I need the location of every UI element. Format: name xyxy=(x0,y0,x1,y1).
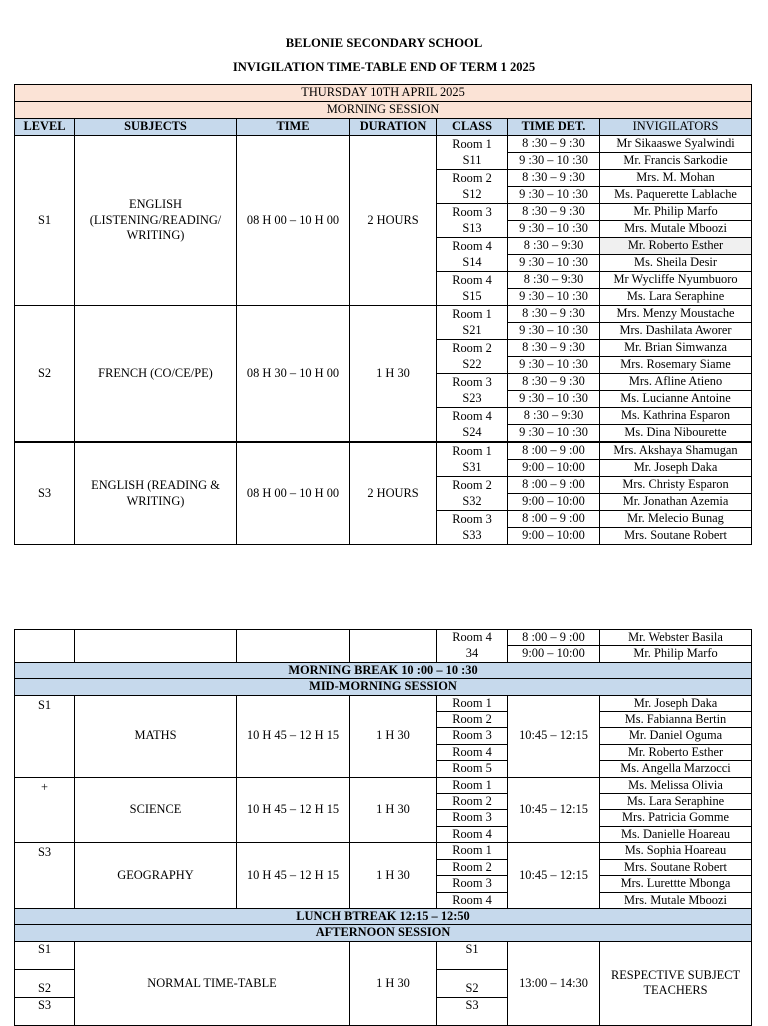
class-cell: Room 3 xyxy=(437,810,508,826)
class-cell: S22 xyxy=(437,357,508,374)
level-cell: S3 xyxy=(15,997,75,1025)
class-cell: Room 4 xyxy=(437,892,508,908)
invigilator-cell: Mrs. Soutane Robert xyxy=(600,859,752,875)
afternoon-session-banner-row xyxy=(15,925,752,941)
subject-cell: FRENCH (CO/CE/PE) xyxy=(75,306,237,443)
table-row xyxy=(15,306,752,323)
invigilator-cell: Ms. Paquerette Lablache xyxy=(600,187,752,204)
time-cell: 08 H 00 – 10 H 00 xyxy=(237,136,350,306)
invigilator-cell: Mr. Brian Simwanza xyxy=(600,340,752,357)
time-det-cell: 8 :30 – 9 :30 xyxy=(508,204,600,221)
class-cell: 34 xyxy=(437,646,508,662)
invigilator-cell: Mr. Joseph Daka xyxy=(600,695,752,711)
duration-cell: 1 H 30 xyxy=(350,941,437,1025)
class-cell: Room 2 xyxy=(437,859,508,875)
invigilator-cell: Mrs. Soutane Robert xyxy=(600,528,752,545)
empty-cell xyxy=(237,630,350,663)
invigilator-cell: Mr. Daniel Oguma xyxy=(600,728,752,744)
invigilator-cell: Mrs. Afline Atieno xyxy=(600,374,752,391)
invigilator-cell: Ms. Lara Seraphine xyxy=(600,794,752,810)
class-cell: Room 4 xyxy=(437,630,508,646)
time-det-cell: 8 :00 – 9 :00 xyxy=(508,511,600,528)
header-level: LEVEL xyxy=(15,119,75,136)
table-row xyxy=(15,843,752,859)
invigilator-cell: Ms. Melissa Olivia xyxy=(600,777,752,793)
class-cell: S24 xyxy=(437,425,508,443)
time-cell: 10 H 45 – 12 H 15 xyxy=(237,777,350,843)
time-det-cell: 10:45 – 12:15 xyxy=(508,843,600,909)
class-cell: Room 1 xyxy=(437,136,508,153)
mid-morning-banner-row xyxy=(15,679,752,695)
time-det-cell: 9 :30 – 10 :30 xyxy=(508,255,600,272)
class-cell: Room 1 xyxy=(437,442,508,460)
invigilator-cell: Mr. Joseph Daka xyxy=(600,460,752,477)
empty-cell xyxy=(15,630,75,663)
time-det-cell: 8 :00 – 9 :00 xyxy=(508,442,600,460)
header-time-det: TIME DET. xyxy=(508,119,600,136)
subject-cell: GEOGRAPHY xyxy=(75,843,237,909)
invigilator-cell: Mr. Francis Sarkodie xyxy=(600,153,752,170)
empty-cell xyxy=(350,630,437,663)
morning-break-banner: MORNING BREAK 10 :00 – 10 :30 xyxy=(15,662,752,678)
invigilator-cell: Mrs. Rosemary Siame xyxy=(600,357,752,374)
header-time: TIME xyxy=(237,119,350,136)
invigilator-cell: Mrs. M. Mohan xyxy=(600,170,752,187)
class-cell: Room 4 xyxy=(437,826,508,842)
invigilator-cell: Ms. Sheila Desir xyxy=(600,255,752,272)
time-det-cell: 9 :30 – 10 :30 xyxy=(508,323,600,340)
class-cell: Room 3 xyxy=(437,204,508,221)
subject-cell: SCIENCE xyxy=(75,777,237,843)
document-title: INVIGILATION TIME-TABLE END OF TERM 1 2025 xyxy=(232,60,536,74)
level-cell: S1 xyxy=(15,941,75,969)
level-cell: S1 xyxy=(15,695,75,777)
time-det-cell: 8 :00 – 9 :00 xyxy=(508,630,600,646)
table-row xyxy=(15,630,752,646)
class-cell: Room 1 xyxy=(437,777,508,793)
duration-cell: 1 H 30 xyxy=(350,306,437,443)
empty-cell xyxy=(75,630,237,663)
mid-morning-banner: MID-MORNING SESSION xyxy=(15,679,752,695)
time-det-cell: 9 :30 – 10 :30 xyxy=(508,153,600,170)
invigilator-cell: Mr. Philip Marfo xyxy=(600,204,752,221)
level-cell: S3 xyxy=(15,843,75,909)
header-duration: DURATION xyxy=(350,119,437,136)
invigilator-cell: Mrs. Mutale Mboozi xyxy=(600,892,752,908)
invigilator-cell: Mr. Melecio Bunag xyxy=(600,511,752,528)
invigilator-cell: Ms. Dina Nibourette xyxy=(600,425,752,443)
class-cell: Room 4 xyxy=(437,238,508,255)
time-det-cell: 8 :30 – 9 :30 xyxy=(508,340,600,357)
subject-cell: ENGLISH (LISTENING/READING/ WRITING) xyxy=(75,136,237,306)
invigilator-cell: Ms. Lucianne Antoine xyxy=(600,391,752,408)
level-cell: S3 xyxy=(15,442,75,545)
class-cell: S3 xyxy=(437,997,508,1025)
morning-session-banner: MORNING SESSION xyxy=(15,102,752,119)
class-cell: Room 3 xyxy=(437,876,508,892)
class-cell: S15 xyxy=(437,289,508,306)
header-subjects: SUBJECTS xyxy=(75,119,237,136)
table-row xyxy=(15,777,752,793)
time-cell: 10 H 45 – 12 H 15 xyxy=(237,843,350,909)
invigilator-cell: Mr. Webster Basila xyxy=(600,630,752,646)
duration-cell: 2 HOURS xyxy=(350,442,437,545)
duration-cell: 1 H 30 xyxy=(350,777,437,843)
time-det-cell: 8 :30 – 9 :30 xyxy=(508,374,600,391)
class-cell: S32 xyxy=(437,494,508,511)
invigilator-cell: RESPECTIVE SUBJECT TEACHERS xyxy=(600,941,752,1025)
level-cell: S2 xyxy=(15,969,75,997)
invigilator-cell: Ms. Angella Marzocci xyxy=(600,761,752,777)
time-det-cell: 8 :30 – 9:30 xyxy=(508,238,600,255)
time-det-cell: 8 :30 – 9:30 xyxy=(508,408,600,425)
class-cell: Room 4 xyxy=(437,272,508,289)
class-cell: Room 3 xyxy=(437,374,508,391)
level-cell: S1 xyxy=(15,136,75,306)
class-cell: Room 2 xyxy=(437,712,508,728)
invigilator-cell: Mrs. Christy Esparon xyxy=(600,477,752,494)
duration-cell: 1 H 30 xyxy=(350,695,437,777)
time-cell: 08 H 00 – 10 H 00 xyxy=(237,442,350,545)
time-det-cell: 10:45 – 12:15 xyxy=(508,695,600,777)
time-det-cell: 8 :30 – 9 :30 xyxy=(508,136,600,153)
class-cell: S14 xyxy=(437,255,508,272)
level-cell: + xyxy=(15,777,75,843)
class-cell: S1 xyxy=(437,941,508,969)
invigilator-cell: Mrs. Lurettte Mbonga xyxy=(600,876,752,892)
time-det-cell: 9:00 – 10:00 xyxy=(508,528,600,545)
invigilator-cell: Mr. Philip Marfo xyxy=(600,646,752,662)
class-cell: S31 xyxy=(437,460,508,477)
time-det-cell: 9 :30 – 10 :30 xyxy=(508,289,600,306)
time-det-cell: 9 :30 – 10 :30 xyxy=(508,187,600,204)
level-cell: S2 xyxy=(15,306,75,443)
school-name: BELONIE SECONDARY SCHOOL xyxy=(285,36,483,50)
class-cell: S21 xyxy=(437,323,508,340)
class-cell: Room 2 xyxy=(437,794,508,810)
time-det-cell: 8 :30 – 9 :30 xyxy=(508,170,600,187)
timetable-morning xyxy=(14,84,752,545)
invigilator-cell: Ms. Sophia Hoareau xyxy=(600,843,752,859)
subject-cell: MATHS xyxy=(75,695,237,777)
class-cell: Room 3 xyxy=(437,728,508,744)
class-cell: Room 2 xyxy=(437,340,508,357)
lunch-break-banner: LUNCH BTREAK 12:15 – 12:50 xyxy=(15,908,752,924)
time-det-cell: 9 :30 – 10 :30 xyxy=(508,391,600,408)
time-det-cell: 9:00 – 10:00 xyxy=(508,646,600,662)
time-det-cell: 9:00 – 10:00 xyxy=(508,460,600,477)
invigilator-cell: Ms. Danielle Hoareau xyxy=(600,826,752,842)
invigilator-cell: Mr. Roberto Esther xyxy=(600,744,752,760)
header-invigilators: INVIGILATORS xyxy=(600,119,752,136)
class-cell: S13 xyxy=(437,221,508,238)
invigilator-cell: Mrs. Dashilata Aworer xyxy=(600,323,752,340)
class-cell: Room 1 xyxy=(437,695,508,711)
time-det-cell: 9 :30 – 10 :30 xyxy=(508,357,600,374)
time-det-cell: 13:00 – 14:30 xyxy=(508,941,600,1025)
table-row xyxy=(15,136,752,153)
invigilator-cell: Mrs. Patricia Gomme xyxy=(600,810,752,826)
time-cell: 10 H 45 – 12 H 15 xyxy=(237,695,350,777)
afternoon-session-banner: AFTERNOON SESSION xyxy=(15,925,752,941)
header-class: CLASS xyxy=(437,119,508,136)
class-cell: Room 5 xyxy=(437,761,508,777)
time-det-cell: 9:00 – 10:00 xyxy=(508,494,600,511)
class-cell: S11 xyxy=(437,153,508,170)
date-banner: THURSDAY 10TH APRIL 2025 xyxy=(15,85,752,102)
invigilator-cell: Mrs. Akshaya Shamugan xyxy=(600,442,752,460)
time-det-cell: 8 :00 – 9 :00 xyxy=(508,477,600,494)
lunch-break-banner-row xyxy=(15,908,752,924)
class-cell: Room 2 xyxy=(437,170,508,187)
time-det-cell: 9 :30 – 10 :30 xyxy=(508,221,600,238)
invigilator-cell: Mr Wycliffe Nyumbuoro xyxy=(600,272,752,289)
table-row xyxy=(15,695,752,711)
time-det-cell: 9 :30 – 10 :30 xyxy=(508,425,600,443)
class-cell: Room 4 xyxy=(437,744,508,760)
class-cell: Room 2 xyxy=(437,477,508,494)
invigilator-cell: Ms. Kathrina Esparon xyxy=(600,408,752,425)
subject-cell: ENGLISH (READING & WRITING) xyxy=(75,442,237,545)
table-row xyxy=(15,941,752,955)
invigilator-cell: Mrs. Menzy Moustache xyxy=(600,306,752,323)
class-cell: Room 3 xyxy=(437,511,508,528)
class-cell: S23 xyxy=(437,391,508,408)
subject-cell: NORMAL TIME-TABLE xyxy=(75,941,350,1025)
invigilator-cell: Ms. Fabianna Bertin xyxy=(600,712,752,728)
timetable-continued-body xyxy=(15,630,752,1026)
class-cell: S33 xyxy=(437,528,508,545)
table-row xyxy=(15,442,752,460)
invigilator-cell: Mr Sikaaswe Syalwindi xyxy=(600,136,752,153)
class-cell: Room 1 xyxy=(437,843,508,859)
invigilator-cell: Ms. Lara Seraphine xyxy=(600,289,752,306)
time-cell: 08 H 30 – 10 H 00 xyxy=(237,306,350,443)
class-cell: S12 xyxy=(437,187,508,204)
timetable-morning-body xyxy=(15,85,752,545)
class-cell: Room 1 xyxy=(437,306,508,323)
invigilator-cell: Mr. Roberto Esther xyxy=(600,238,752,255)
time-det-cell: 8 :30 – 9:30 xyxy=(508,272,600,289)
class-cell: S2 xyxy=(437,969,508,997)
time-det-cell: 10:45 – 12:15 xyxy=(508,777,600,843)
class-cell: Room 4 xyxy=(437,408,508,425)
invigilator-cell: Mr. Jonathan Azemia xyxy=(600,494,752,511)
timetable-continued xyxy=(14,629,752,1026)
morning-break-banner-row xyxy=(15,662,752,678)
duration-cell: 1 H 30 xyxy=(350,843,437,909)
invigilator-cell: Mrs. Mutale Mboozi xyxy=(600,221,752,238)
time-det-cell: 8 :30 – 9 :30 xyxy=(508,306,600,323)
duration-cell: 2 HOURS xyxy=(350,136,437,306)
